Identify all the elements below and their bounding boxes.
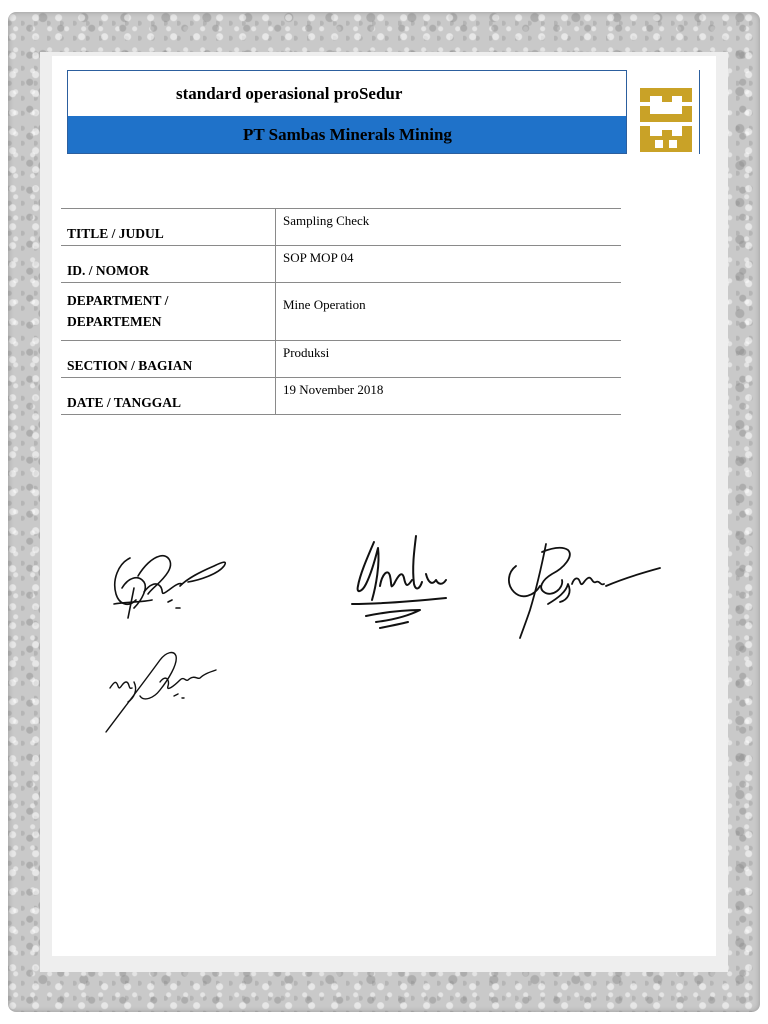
department-label (61, 283, 276, 341)
header-title-band (68, 71, 626, 116)
date-value: 19 November 2018 (276, 378, 622, 415)
header-divider (699, 70, 700, 154)
signature-icon (502, 540, 664, 640)
section-label: SECTION / BAGIAN (61, 341, 276, 378)
id-label: ID. / NOMOR (61, 246, 276, 283)
title-value: Sampling Check (276, 209, 622, 246)
document-sheet (52, 56, 716, 956)
table-row (61, 246, 621, 283)
document-header (67, 70, 627, 154)
department-label-line1: DEPARTMENT / (67, 293, 169, 308)
signature-icon (104, 646, 224, 734)
header-company-band (68, 116, 626, 153)
department-label-line2: DEPARTEMEN (67, 314, 162, 329)
document-title: standard operasional proSedur (176, 84, 403, 103)
company-name: PT Sambas Minerals Mining (243, 125, 452, 144)
table-row (61, 209, 621, 246)
id-value: SOP MOP 04 (276, 246, 622, 283)
table-row (61, 341, 621, 378)
title-label: TITLE / JUDUL (61, 209, 276, 246)
signature-icon (108, 548, 232, 626)
signature-icon (346, 534, 458, 632)
date-label: DATE / TANGGAL (61, 378, 276, 415)
table-row (61, 283, 621, 341)
document-info-table (61, 208, 621, 415)
department-value: Mine Operation (276, 283, 622, 341)
table-row (61, 378, 621, 415)
section-value: Produksi (276, 341, 622, 378)
sambas-minerals-logo-icon (638, 86, 694, 154)
